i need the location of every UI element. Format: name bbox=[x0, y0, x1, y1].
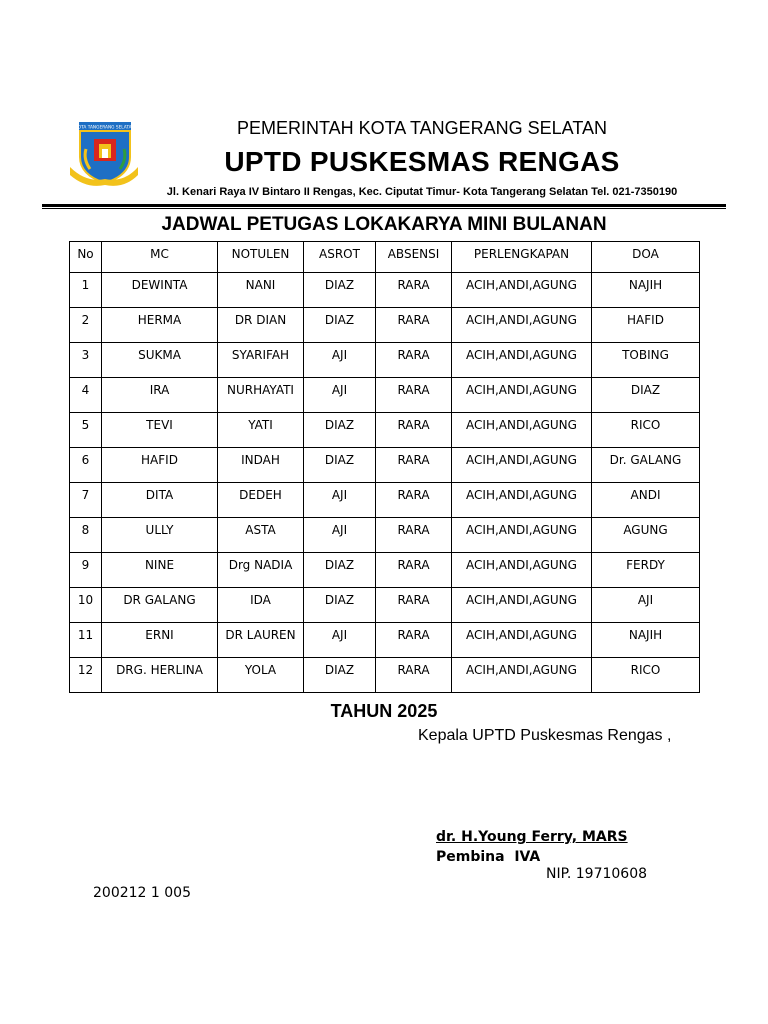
cell-absensi: RARA bbox=[376, 343, 452, 378]
signatory-nip: NIP. 19710608 bbox=[546, 866, 648, 882]
table-row bbox=[70, 623, 700, 658]
cell-asrot: AJI bbox=[304, 518, 376, 553]
cell-no: 3 bbox=[70, 343, 102, 378]
cell-mc: DEWINTA bbox=[102, 273, 218, 308]
cell-no: 11 bbox=[70, 623, 102, 658]
cell-perlengkapan: ACIH,ANDI,AGUNG bbox=[452, 343, 592, 378]
table-row bbox=[70, 378, 700, 413]
cell-no: 8 bbox=[70, 518, 102, 553]
cell-doa: ANDI bbox=[592, 483, 700, 518]
cell-perlengkapan: ACIH,ANDI,AGUNG bbox=[452, 623, 592, 658]
cell-perlengkapan: ACIH,ANDI,AGUNG bbox=[452, 483, 592, 518]
table-header-row bbox=[70, 242, 700, 273]
col-header-mc: MC bbox=[102, 242, 218, 273]
cell-perlengkapan: ACIH,ANDI,AGUNG bbox=[452, 553, 592, 588]
cell-notulen: DEDEH bbox=[218, 483, 304, 518]
cell-notulen: DR DIAN bbox=[218, 308, 304, 343]
cell-doa: RICO bbox=[592, 413, 700, 448]
cell-perlengkapan: ACIH,ANDI,AGUNG bbox=[452, 273, 592, 308]
cell-doa: DIAZ bbox=[592, 378, 700, 413]
col-header-notulen: NOTULEN bbox=[218, 242, 304, 273]
cell-absensi: RARA bbox=[376, 273, 452, 308]
cell-mc: ULLY bbox=[102, 518, 218, 553]
cell-asrot: AJI bbox=[304, 343, 376, 378]
schedule-table bbox=[69, 241, 700, 693]
cell-absensi: RARA bbox=[376, 658, 452, 693]
table-row bbox=[70, 483, 700, 518]
cell-absensi: RARA bbox=[376, 378, 452, 413]
table-row bbox=[70, 588, 700, 623]
cell-absensi: RARA bbox=[376, 518, 452, 553]
cell-doa: Dr. GALANG bbox=[592, 448, 700, 483]
cell-doa: NAJIH bbox=[592, 273, 700, 308]
cell-absensi: RARA bbox=[376, 448, 452, 483]
cell-no: 1 bbox=[70, 273, 102, 308]
signatory-name: dr. H.Young Ferry, MARS bbox=[436, 829, 628, 845]
signatory-rank: Pembina IVA bbox=[436, 849, 541, 865]
col-header-asrot: ASROT bbox=[304, 242, 376, 273]
cell-doa: FERDY bbox=[592, 553, 700, 588]
cell-notulen: YATI bbox=[218, 413, 304, 448]
cell-no: 2 bbox=[70, 308, 102, 343]
table-row bbox=[70, 343, 700, 378]
cell-mc: SUKMA bbox=[102, 343, 218, 378]
cell-notulen: Drg NADIA bbox=[218, 553, 304, 588]
logo-door bbox=[102, 149, 108, 158]
cell-no: 9 bbox=[70, 553, 102, 588]
cell-mc: IRA bbox=[102, 378, 218, 413]
cell-notulen: NANI bbox=[218, 273, 304, 308]
cell-mc: DITA bbox=[102, 483, 218, 518]
year-heading: TAHUN 2025 bbox=[330, 701, 438, 721]
cell-asrot: DIAZ bbox=[304, 448, 376, 483]
cell-perlengkapan: ACIH,ANDI,AGUNG bbox=[452, 588, 592, 623]
col-header-absensi: ABSENSI bbox=[376, 242, 452, 273]
cell-doa: RICO bbox=[592, 658, 700, 693]
cell-notulen: NURHAYATI bbox=[218, 378, 304, 413]
letterhead-rule-thick bbox=[42, 204, 726, 207]
cell-asrot: AJI bbox=[304, 483, 376, 518]
cell-absensi: RARA bbox=[376, 553, 452, 588]
cell-perlengkapan: ACIH,ANDI,AGUNG bbox=[452, 658, 592, 693]
table-row bbox=[70, 413, 700, 448]
cell-notulen: SYARIFAH bbox=[218, 343, 304, 378]
cell-no: 5 bbox=[70, 413, 102, 448]
cell-doa: NAJIH bbox=[592, 623, 700, 658]
cell-absensi: RARA bbox=[376, 483, 452, 518]
cell-notulen: YOLA bbox=[218, 658, 304, 693]
cell-mc: ERNI bbox=[102, 623, 218, 658]
cell-perlengkapan: ACIH,ANDI,AGUNG bbox=[452, 518, 592, 553]
cell-no: 4 bbox=[70, 378, 102, 413]
cell-absensi: RARA bbox=[376, 308, 452, 343]
government-name: PEMERINTAH KOTA TANGERANG SELATAN bbox=[236, 118, 608, 138]
cell-mc: HERMA bbox=[102, 308, 218, 343]
document-title: JADWAL PETUGAS LOKAKARYA MINI BULANAN bbox=[161, 214, 607, 235]
cell-mc: HAFID bbox=[102, 448, 218, 483]
cell-mc: NINE bbox=[102, 553, 218, 588]
cell-absensi: RARA bbox=[376, 588, 452, 623]
cell-asrot: DIAZ bbox=[304, 413, 376, 448]
cell-doa: HAFID bbox=[592, 308, 700, 343]
cell-notulen: DR LAUREN bbox=[218, 623, 304, 658]
city-logo bbox=[66, 119, 142, 191]
cell-doa: AGUNG bbox=[592, 518, 700, 553]
cell-no: 10 bbox=[70, 588, 102, 623]
table-row bbox=[70, 308, 700, 343]
cell-no: 6 bbox=[70, 448, 102, 483]
cell-asrot: DIAZ bbox=[304, 273, 376, 308]
letterhead-rule-thin bbox=[42, 208, 726, 209]
cell-asrot: DIAZ bbox=[304, 588, 376, 623]
cell-asrot: DIAZ bbox=[304, 658, 376, 693]
cell-notulen: INDAH bbox=[218, 448, 304, 483]
cell-mc: DRG. HERLINA bbox=[102, 658, 218, 693]
cell-no: 7 bbox=[70, 483, 102, 518]
unit-name: UPTD PUSKESMAS RENGAS bbox=[224, 146, 620, 177]
cell-notulen: IDA bbox=[218, 588, 304, 623]
cell-perlengkapan: ACIH,ANDI,AGUNG bbox=[452, 378, 592, 413]
signatory-title: Kepala UPTD Puskesmas Rengas , bbox=[418, 727, 672, 744]
cell-asrot: DIAZ bbox=[304, 308, 376, 343]
cell-asrot: AJI bbox=[304, 378, 376, 413]
col-header-no: No bbox=[70, 242, 102, 273]
table-row bbox=[70, 553, 700, 588]
cell-asrot: AJI bbox=[304, 623, 376, 658]
cell-mc: DR GALANG bbox=[102, 588, 218, 623]
signatory-nip-continued: 200212 1 005 bbox=[93, 885, 191, 901]
table-row bbox=[70, 448, 700, 483]
cell-mc: TEVI bbox=[102, 413, 218, 448]
table-row bbox=[70, 658, 700, 693]
col-header-perlengkapan: PERLENGKAPAN bbox=[452, 242, 592, 273]
cell-asrot: DIAZ bbox=[304, 553, 376, 588]
cell-perlengkapan: ACIH,ANDI,AGUNG bbox=[452, 448, 592, 483]
cell-doa: TOBING bbox=[592, 343, 700, 378]
cell-doa: AJI bbox=[592, 588, 700, 623]
address-line: Jl. Kenari Raya IV Bintaro II Rengas, Kec. Ciputat Timur- Kota Tangerang Selatan Tel. 021-7350190 bbox=[166, 186, 678, 198]
logo-banner-text: KOTA TANGERANG SELATAN bbox=[75, 125, 135, 131]
cell-absensi: RARA bbox=[376, 413, 452, 448]
col-header-doa: DOA bbox=[592, 242, 700, 273]
table-row bbox=[70, 518, 700, 553]
cell-notulen: ASTA bbox=[218, 518, 304, 553]
cell-absensi: RARA bbox=[376, 623, 452, 658]
cell-perlengkapan: ACIH,ANDI,AGUNG bbox=[452, 413, 592, 448]
cell-no: 12 bbox=[70, 658, 102, 693]
table-row bbox=[70, 273, 700, 308]
cell-perlengkapan: ACIH,ANDI,AGUNG bbox=[452, 308, 592, 343]
